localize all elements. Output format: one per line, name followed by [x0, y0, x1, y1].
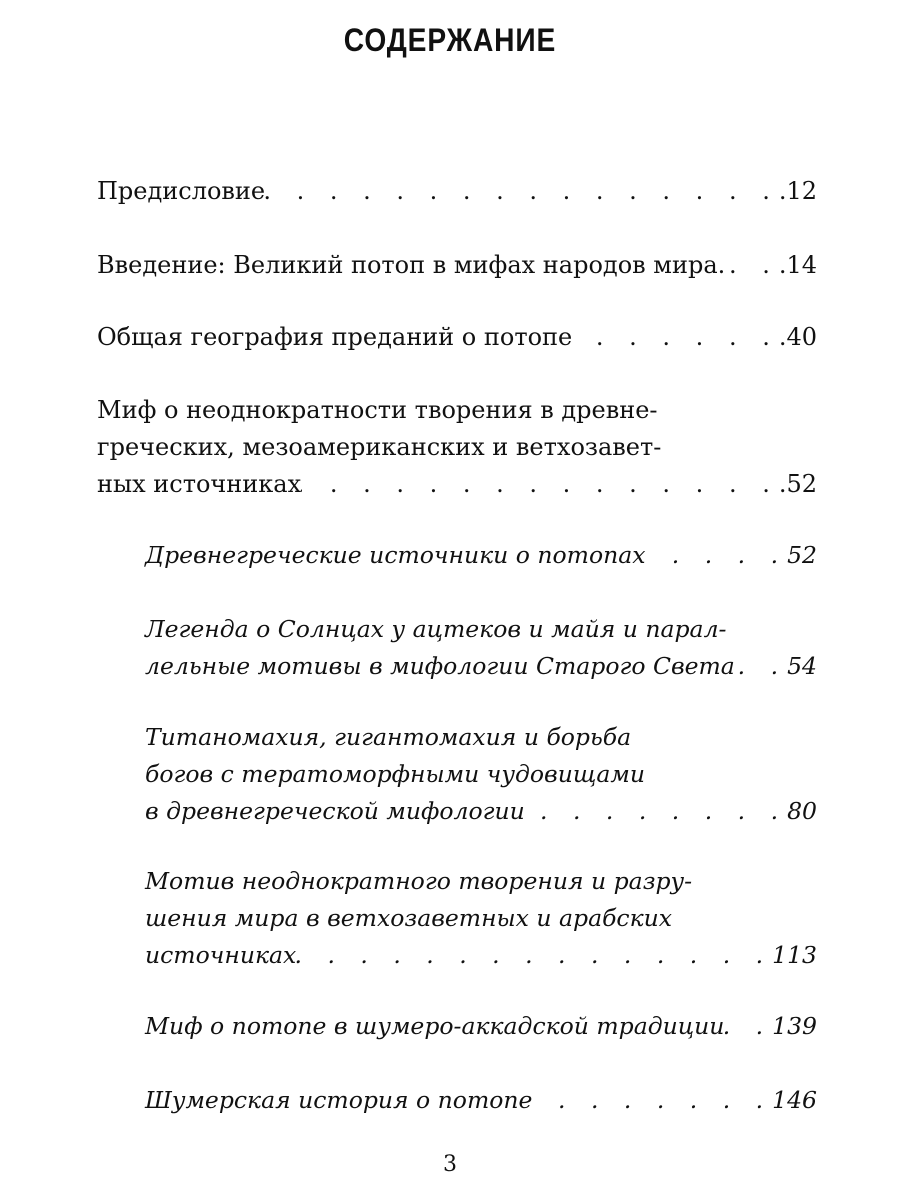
dot-leader — [532, 1082, 772, 1119]
toc-subentry-sumero-akkadian[interactable] — [145, 1008, 817, 1045]
toc-entry-geography[interactable] — [97, 319, 817, 356]
dot-leader — [646, 537, 788, 574]
toc-entry-page: .52 — [778, 470, 817, 498]
toc-entry-page: 146 — [772, 1086, 817, 1114]
toc-entry-title-line: Миф о неоднократности творения в древне- — [97, 396, 658, 424]
toc-entry-preface[interactable] — [97, 173, 817, 210]
toc-entry-page: 113 — [772, 941, 817, 969]
page-title: СОДЕРЖАНИЕ — [343, 22, 557, 58]
toc-entry-title: Миф о потопе в шумеро-аккадской традиции — [145, 1012, 725, 1040]
toc-entry-title-line: шения мира в ветхозаветных и арабских — [145, 904, 673, 932]
toc-entry-title: Шумерская история о потопе — [145, 1086, 533, 1114]
toc-entry-page: .40 — [778, 323, 817, 351]
dot-leader — [296, 937, 772, 974]
dot-leader — [525, 793, 787, 830]
toc-entry-title-line: в древнегреческой мифологии — [145, 797, 525, 825]
dot-leader — [724, 1008, 772, 1045]
toc-entry-page: .14 — [778, 251, 817, 279]
toc-entry-title-line: лельные мотивы в мифологии Старого Света — [145, 652, 735, 680]
toc-subentry-sumerian-flood[interactable] — [145, 1082, 817, 1119]
toc-entry-creation-myth[interactable] — [97, 392, 817, 503]
toc-entry-title-line: богов с тератоморфными чудовищами — [145, 760, 646, 788]
dot-leader — [265, 173, 779, 210]
toc-entry-title: Общая география преданий о потопе — [97, 323, 573, 351]
toc-entry-title: Древнегреческие источники о потопах — [145, 541, 646, 569]
toc-entry-title-line: ных источниках — [97, 470, 302, 498]
toc-entry-page: 52 — [787, 541, 817, 569]
toc-entry-title: Предисловие — [97, 177, 266, 205]
toc-entry-page: 54 — [787, 652, 817, 680]
toc-entry-title-line: источниках — [145, 941, 297, 969]
toc-subentry-legend-of-suns[interactable] — [145, 611, 817, 685]
toc-entry-page: 139 — [772, 1012, 817, 1040]
toc-entry-page: 80 — [787, 797, 817, 825]
dot-leader — [572, 319, 779, 356]
toc-entry-introduction[interactable] — [97, 247, 817, 284]
dot-leader — [301, 466, 779, 503]
toc-subentry-repeated-creation[interactable] — [145, 863, 817, 974]
dot-leader — [735, 648, 787, 685]
toc-entry-title-line: Титаномахия, гигантомахия и борьба — [145, 723, 632, 751]
toc-subentry-titanomachy[interactable] — [145, 719, 817, 830]
toc-subentry-greek-sources[interactable] — [145, 537, 817, 574]
toc-entry-title-line: греческих, мезоамериканских и ветхозавет- — [97, 433, 662, 461]
toc-entry-title-line: Легенда о Солнцах у ацтеков и майя и парал- — [145, 615, 727, 643]
page-number: 3 — [443, 1152, 457, 1177]
dot-leader — [725, 247, 779, 284]
toc-entry-title: Введение: Великий потоп в мифах народов мира. — [97, 251, 726, 279]
toc-entry-page: .12 — [778, 177, 817, 205]
toc-entry-title-line: Мотив неоднократного творения и разру- — [145, 867, 693, 895]
